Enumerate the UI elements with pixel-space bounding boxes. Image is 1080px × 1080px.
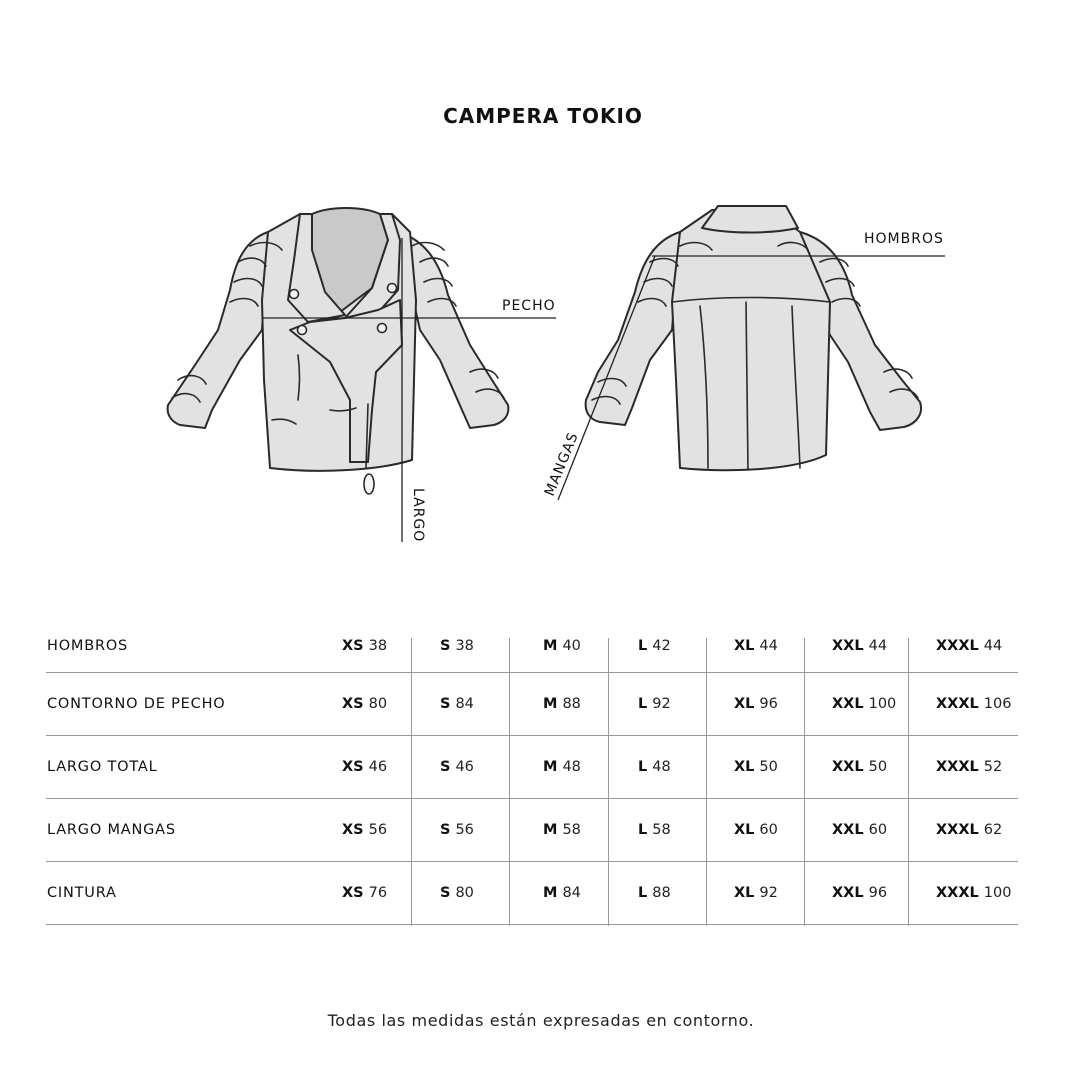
size-cell: XS 46 xyxy=(342,759,388,775)
column-divider xyxy=(804,638,805,926)
size-cell: XXL 60 xyxy=(832,822,888,838)
size-cell: XXXL 62 xyxy=(936,822,1003,838)
size-cell: XS 76 xyxy=(342,885,388,901)
size-cell: XS 38 xyxy=(342,638,388,654)
size-cell: XXL 100 xyxy=(832,696,897,712)
size-cell: M 84 xyxy=(543,885,581,901)
size-cell: XXXL 52 xyxy=(936,759,1003,775)
size-cell: L 92 xyxy=(638,696,671,712)
row-label: CONTORNO DE PECHO xyxy=(47,696,226,712)
size-cell: XXXL 44 xyxy=(936,638,1003,654)
size-cell: S 84 xyxy=(440,696,474,712)
column-divider xyxy=(608,638,609,926)
row-label: HOMBROS xyxy=(47,638,129,654)
size-cell: S 80 xyxy=(440,885,474,901)
row-label: LARGO TOTAL xyxy=(47,759,158,775)
size-cell: XL 44 xyxy=(734,638,778,654)
size-cell: XXXL 100 xyxy=(936,885,1012,901)
size-cell: S 46 xyxy=(440,759,474,775)
size-table xyxy=(46,620,1018,925)
size-cell: L 42 xyxy=(638,638,671,654)
largo-label: LARGO xyxy=(410,488,426,543)
table-row xyxy=(46,799,1018,862)
size-cell: S 56 xyxy=(440,822,474,838)
size-cell: M 40 xyxy=(543,638,581,654)
size-cell: M 48 xyxy=(543,759,581,775)
row-label: CINTURA xyxy=(47,885,117,901)
hombros-label: HOMBROS xyxy=(864,231,944,247)
size-cell: L 48 xyxy=(638,759,671,775)
size-cell: S 38 xyxy=(440,638,474,654)
column-divider xyxy=(509,638,510,926)
table-row xyxy=(46,620,1018,673)
column-divider xyxy=(908,638,909,926)
table-row xyxy=(46,862,1018,925)
size-cell: XXL 96 xyxy=(832,885,888,901)
footnote: Todas las medidas están expresadas en contorno. xyxy=(327,1011,755,1030)
row-label: LARGO MANGAS xyxy=(47,822,176,838)
column-divider xyxy=(411,638,412,926)
size-cell: XXXL 106 xyxy=(936,696,1012,712)
size-cell: M 88 xyxy=(543,696,581,712)
size-cell: XL 92 xyxy=(734,885,778,901)
size-cell: L 88 xyxy=(638,885,671,901)
jacket-front-illustration xyxy=(168,208,509,494)
size-cell: XL 60 xyxy=(734,822,778,838)
page-title: CAMPERA TOKIO xyxy=(443,104,643,128)
size-cell: M 58 xyxy=(543,822,581,838)
size-cell: L 58 xyxy=(638,822,671,838)
table-row xyxy=(46,736,1018,799)
size-cell: XL 50 xyxy=(734,759,778,775)
pecho-label: PECHO xyxy=(502,298,556,314)
size-cell: XL 96 xyxy=(734,696,778,712)
mangas-label: MANGAS xyxy=(541,429,582,499)
size-cell: XXL 44 xyxy=(832,638,888,654)
table-row xyxy=(46,673,1018,736)
size-cell: XS 80 xyxy=(342,696,388,712)
size-cell: XS 56 xyxy=(342,822,388,838)
column-divider xyxy=(706,638,707,926)
size-cell: XXL 50 xyxy=(832,759,888,775)
